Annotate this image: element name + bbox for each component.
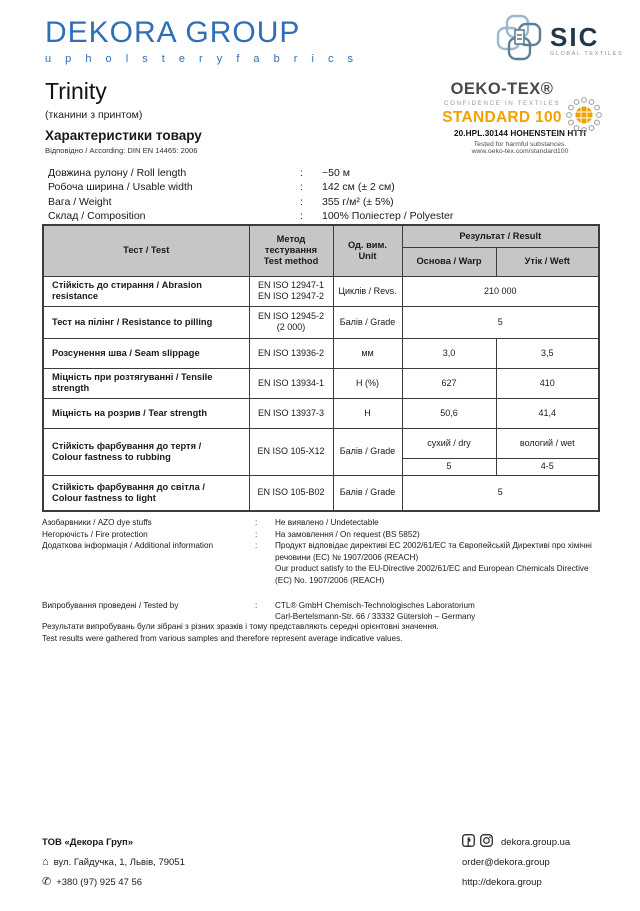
- table-header-row: [43, 225, 599, 247]
- house-icon: ⌂: [42, 855, 49, 868]
- spec-label: Робоча ширина / Usable width: [48, 181, 193, 194]
- col-header-warp: Основа / Warp: [402, 247, 496, 276]
- spec-row-roll-length: Довжина рулону / Roll length : ~50 м: [48, 166, 588, 180]
- sic-subtitle: GLOBAL TEXTILES: [550, 51, 624, 57]
- spec-value: ~50 м: [322, 167, 350, 179]
- product-subtitle: (тканини з принтом): [45, 109, 143, 121]
- section-subheading: Відповідно / According: DIN EN 14465: 2006: [45, 146, 198, 155]
- spec-value: 355 г/м² (± 5%): [322, 195, 394, 208]
- table-row-tensile-strength: Міцність при розтягуванні / Tensile strength EN ISO 13934-1 Н (%) 627 410: [43, 368, 599, 398]
- phone-icon: ✆: [42, 875, 52, 888]
- company-name: ТОВ «Декора Груп»: [42, 836, 134, 848]
- brand-name: DEKORA GROUP: [45, 16, 301, 49]
- note-additional-info: Додаткова інформація / Additional information : Продукт відповідає директиві ЕС 2002/61/ЕС та Європейській Директиві про хімічні речовини (ЕС) № 1907/2006 (REACH) Our product satisfy to the EU-Directive 2002/61/EC and European Chemicals Directive (EC) No. 1907/2006 (REACH): [42, 541, 592, 585]
- sic-logo-icon: [494, 14, 544, 67]
- oeko-standard-100: STANDARD 100: [442, 109, 562, 126]
- website-link[interactable]: http://dekora.group: [462, 876, 542, 888]
- spec-value: 142 см (± 2 см): [322, 181, 395, 194]
- facebook-icon[interactable]: [462, 834, 475, 850]
- spec-row-usable-width: Робоча ширина / Usable width : 142 см (± 2 см): [48, 180, 588, 194]
- spec-value: 100% Поліестер / Polyester: [322, 210, 454, 223]
- table-row-seam-slippage: Розсунення шва / Seam slippage EN ISO 13936-2 мм 3,0 3,5: [43, 338, 599, 368]
- email-link[interactable]: order@dekora.group: [462, 856, 550, 868]
- note-azo: Азобарвники / AZO dye stuffs : Не виявлено / Undetectable: [42, 518, 379, 527]
- company-address: ⌂ вул. Гайдучка, 1, Львів, 79051: [42, 855, 185, 868]
- footer-contact-right: [462, 832, 570, 892]
- company-phone: ✆ +380 (97) 925 47 56: [42, 875, 143, 888]
- oeko-tex-badge: [438, 80, 602, 155]
- oeko-note-1: Tested for harmful substances.: [473, 141, 567, 148]
- product-title: Trinity: [45, 78, 107, 104]
- sic-name: SIC: [550, 22, 600, 52]
- note-tested-by: Випробування проведені / Tested by : CTL® GmbH Chemisch-Technologisches Laboratorium Carl-Bertelsmann-Str. 66 / 33332 Gütersloh – Germany: [42, 600, 476, 622]
- spec-label: Вага / Weight: [48, 195, 112, 208]
- oeko-cert-number: 20.HPL.30144 HOHENSTEIN HTTI: [453, 129, 587, 138]
- table-row-pilling: Тест на пілінг / Resistance to pilling EN ISO 12945-2 (2 000) Балів / Grade 5: [43, 306, 599, 338]
- oeko-tex-title: OEKO-TEX®: [450, 80, 554, 98]
- note-fire: Негорючість / Fire protection : На замовлення / On request (BS 5852): [42, 529, 420, 539]
- col-header-test: Тест / Test: [43, 225, 249, 276]
- footer-contact-left: [42, 832, 185, 892]
- spec-list: [48, 166, 588, 224]
- oeko-tex-tagline: CONFIDENCE IN TEXTILES: [443, 100, 561, 107]
- col-header-unit: Од. вим. Unit: [333, 225, 402, 276]
- instagram-icon[interactable]: [480, 834, 493, 850]
- social-domain[interactable]: dekora.group.ua: [501, 836, 571, 848]
- col-header-method: Метод тестування Test method: [249, 225, 333, 276]
- oeko-note-2: www.oeko-tex.com/standard100: [471, 148, 569, 155]
- spec-row-composition: Склад / Composition : 100% Поліестер / Polyester: [48, 209, 588, 223]
- col-header-result: Результат / Result: [402, 225, 599, 247]
- section-heading: Характеристики товару: [45, 128, 202, 143]
- oeko-sun-icon: [564, 95, 604, 140]
- table-row-tear-strength: Міцність на розрив / Tear strength EN ISO 13937-3 Н 50,6 41,4: [43, 398, 599, 428]
- spec-row-weight: Вага / Weight : 355 г/м² (± 5%): [48, 195, 588, 209]
- brand-tagline: u p h o l s t e r y f a b r i c s: [45, 53, 359, 65]
- notes-section: [42, 517, 598, 623]
- table-row-light: Стійкість фарбування до світла / Colour fastness to light EN ISO 105-B02 Балів / Grade 5: [43, 475, 599, 511]
- table-row-abrasion: Стійкість до стирання / Abrasion resistance EN ISO 12947-1 EN ISO 12947-2 Циклів / Revs. 210 000: [43, 276, 599, 306]
- sic-logo: [494, 14, 623, 67]
- table-row-rubbing: Стійкість фарбування до тертя / Colour fastness to rubbing EN ISO 105-X12 Балів / Grade сухий / dry вологий / wet: [43, 428, 599, 458]
- col-header-weft: Утік / Weft: [496, 247, 599, 276]
- test-results-table: Тест / Test Метод тестування Test method Од. вим. Unit Результат / Result Основа / Warp Утік / Weft Стійкість до стирання / Abrasion resistance EN ISO 12947-1 EN ISO 12947-2 Циклів / Revs. 210 000 Тест на пілінг / Resistance to pilling EN ISO 12945-2 (2 000) Балів / Grade 5 Розсунення шва / Seam slippage EN ISO 13936-2 мм 3,0 3,5 Міцність при розтягуванні / Tensile strength EN ISO 13934-1 Н (%) 627 410 Міцність на розрив / Tear strength EN ISO 13937-3 Н 50,6 41,4 Стійкість фарбування до тертя / Colour fastness to rubbing EN ISO 105-X12 Балів / Grade сухий / dry вологий / wet 5 4-5 Стійкість фарбування до світла / Colour fastness to light EN ISO 105-B02 Балів / Grade 5: [42, 224, 600, 512]
- disclaimer: Результати випробувань були зібрані з різних зразків і тому представляють середні орієнтовні значення. Test results were gathered from various samples and therefore represent average indicative values.: [42, 622, 439, 643]
- spec-label: Довжина рулону / Roll length: [48, 167, 187, 179]
- brand-logo: [45, 16, 359, 65]
- spec-label: Склад / Composition: [48, 210, 146, 223]
